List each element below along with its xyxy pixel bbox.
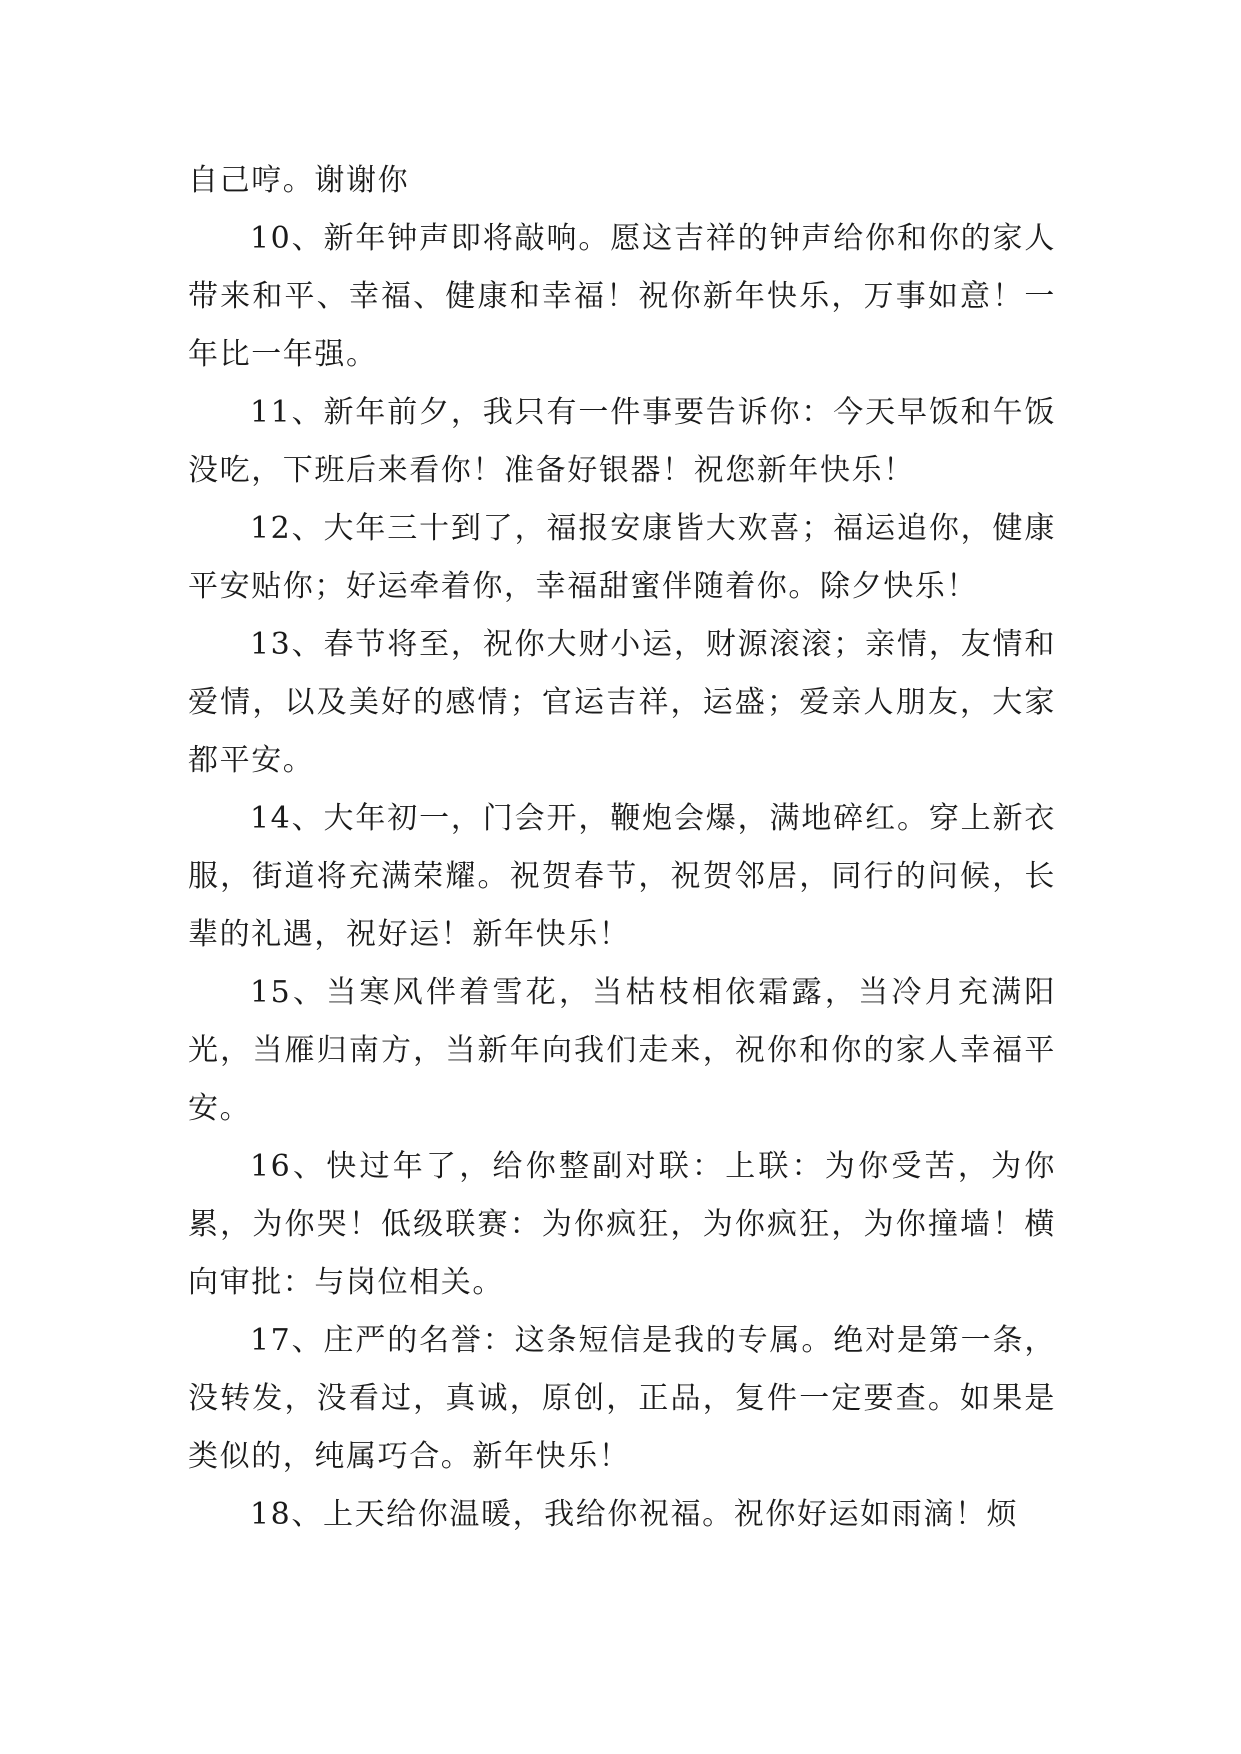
paragraph-item-17: 17、庄严的名誉：这条短信是我的专属。绝对是第一条，没转发，没看过，真诚，原创，正品，复件一定要查。如果是类似的，纯属巧合。新年快乐！ [188,1323,1056,1474]
paragraph-item-14: 14、大年初一，门会开，鞭炮会爆，满地碎红。穿上新衣服，街道将充满荣耀。祝贺春节，祝贺邻居，同行的问候，长辈的礼遇，祝好运！新年快乐！ [188,801,1056,952]
paragraph-item-13: 13、春节将至，祝你大财小运，财源滚滚；亲情，友情和爱情，以及美好的感情；官运吉祥，运盛；爱亲人朋友，大家都平安。 [188,627,1056,778]
document-page [188,152,1056,1544]
paragraph-item-12: 12、大年三十到了，福报安康皆大欢喜；福运追你，健康平安贴你；好运牵着你，幸福甜蜜伴随着你。除夕快乐！ [188,511,1056,604]
paragraph-continuation: 自己哼。谢谢你 [188,163,410,198]
paragraph-item-18: 18、上天给你温暖，我给你祝福。祝你好运如雨滴！烦 [250,1497,1019,1532]
paragraph-item-11: 11、新年前夕，我只有一件事要告诉你：今天早饭和午饭没吃，下班后来看你！准备好银器！祝您新年快乐！ [188,395,1056,488]
paragraph-item-15: 15、当寒风伴着雪花，当枯枝相依霜露，当冷月充满阳光，当雁归南方，当新年向我们走来，祝你和你的家人幸福平安。 [188,975,1056,1126]
paragraph-item-10: 10、新年钟声即将敲响。愿这吉祥的钟声给你和你的家人带来和平、幸福、健康和幸福！祝你新年快乐，万事如意！一年比一年强。 [188,221,1056,372]
paragraph-item-16: 16、快过年了，给你整副对联：上联：为你受苦，为你累，为你哭！低级联赛：为你疯狂，为你疯狂，为你撞墙！横向审批：与岗位相关。 [188,1149,1056,1300]
